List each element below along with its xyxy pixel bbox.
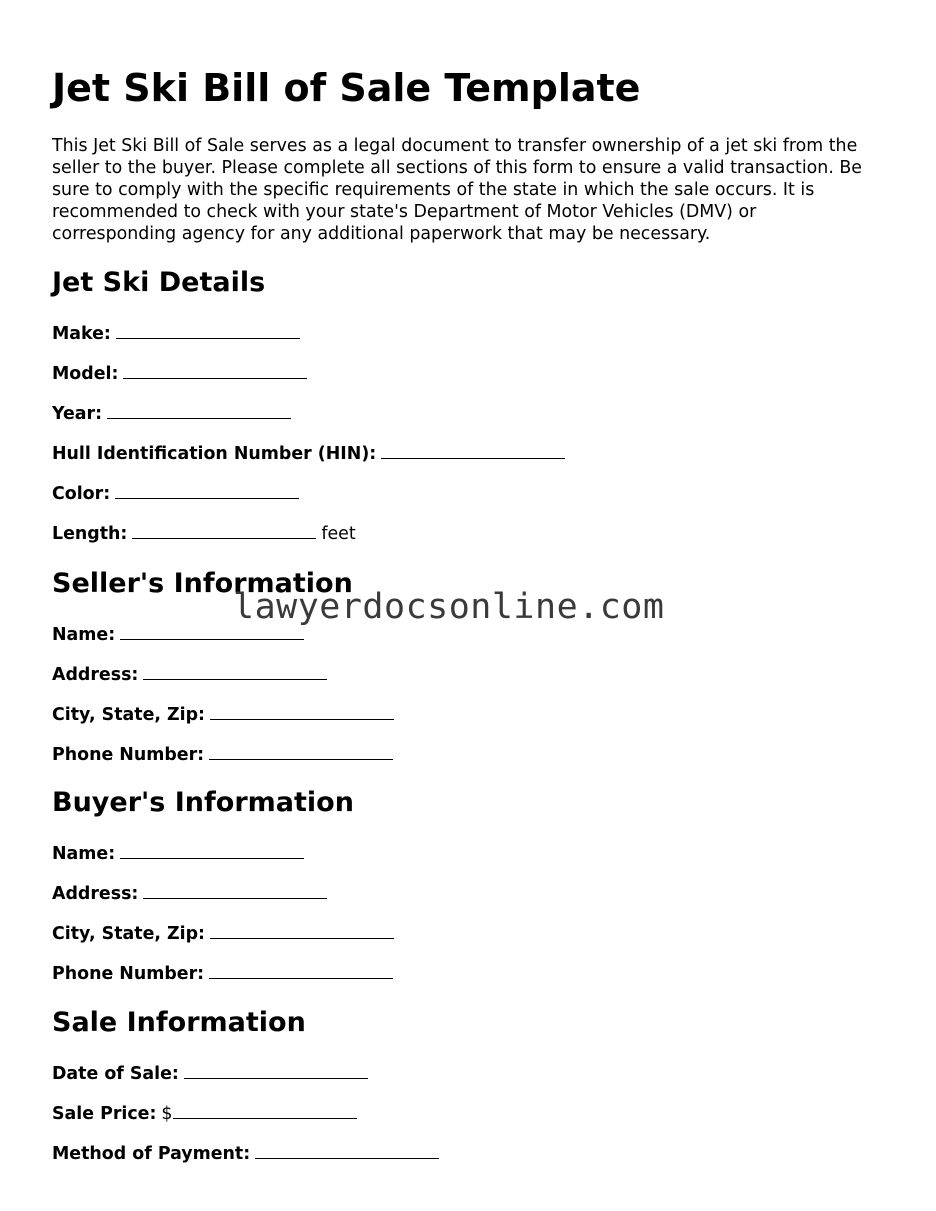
sale-price-field <box>52 1102 357 1125</box>
hin-blank[interactable] <box>381 442 565 459</box>
seller-address-field <box>52 663 327 686</box>
make-field <box>52 322 300 345</box>
seller-address-label: Address: <box>52 665 139 685</box>
buyer-city-label: City, State, Zip: <box>52 924 205 944</box>
year-label: Year: <box>52 404 103 424</box>
buyer-name-field <box>52 842 304 865</box>
seller-city-blank[interactable] <box>210 703 394 720</box>
buyer-address-blank[interactable] <box>143 882 327 899</box>
make-blank[interactable] <box>116 322 300 339</box>
length-label: Length: <box>52 524 128 544</box>
color-label: Color: <box>52 484 111 504</box>
buyer-city-field <box>52 922 394 945</box>
sale-price-label: Sale Price: <box>52 1104 157 1124</box>
seller-city-field <box>52 703 394 726</box>
watermark-text: lawyerdocsonline.com <box>233 587 665 627</box>
model-field <box>52 362 307 385</box>
buyer-phone-field <box>52 962 393 985</box>
year-blank[interactable] <box>107 402 291 419</box>
section-heading-jet-ski-details: Jet Ski Details <box>52 267 266 298</box>
payment-method-label: Method of Payment: <box>52 1144 251 1164</box>
section-heading-sale: Sale Information <box>52 1007 306 1038</box>
model-label: Model: <box>52 364 119 384</box>
section-heading-buyer: Buyer's Information <box>52 787 354 818</box>
seller-name-label: Name: <box>52 625 116 645</box>
sale-price-blank[interactable] <box>173 1102 357 1119</box>
buyer-name-label: Name: <box>52 844 116 864</box>
seller-phone-field <box>52 743 393 766</box>
hin-field <box>52 442 565 465</box>
buyer-phone-blank[interactable] <box>209 962 393 979</box>
length-unit: feet <box>321 524 356 544</box>
year-field <box>52 402 291 425</box>
make-label: Make: <box>52 324 111 344</box>
sale-date-blank[interactable] <box>184 1062 368 1079</box>
buyer-address-label: Address: <box>52 884 139 904</box>
hin-label: Hull Identification Number (HIN): <box>52 444 377 464</box>
seller-phone-blank[interactable] <box>209 743 393 760</box>
payment-method-blank[interactable] <box>255 1142 439 1159</box>
seller-city-label: City, State, Zip: <box>52 705 205 725</box>
sale-price-currency: $ <box>161 1104 173 1124</box>
color-field <box>52 482 299 505</box>
intro-paragraph: This Jet Ski Bill of Sale serves as a legal document to transfer ownership of a jet ski from the seller to the buyer. Please complete all sections of this form to ensure a valid transaction. Be sure to comply with the specific requirements of the state in which the sale occurs. It is recommended to check with your state's Department of Motor Vehicles (DMV) or corresponding agency for any additional paperwork that may be necessary. <box>52 136 863 244</box>
buyer-address-field <box>52 882 327 905</box>
buyer-city-blank[interactable] <box>210 922 394 939</box>
color-blank[interactable] <box>115 482 299 499</box>
sale-date-label: Date of Sale: <box>52 1064 179 1084</box>
seller-phone-label: Phone Number: <box>52 745 205 765</box>
document-title: Jet Ski Bill of Sale Template <box>52 66 641 110</box>
buyer-phone-label: Phone Number: <box>52 964 205 984</box>
buyer-name-blank[interactable] <box>120 842 304 859</box>
payment-method-field <box>52 1142 439 1165</box>
sale-date-field <box>52 1062 368 1085</box>
section-heading-seller: Seller's Information <box>52 568 353 599</box>
seller-address-blank[interactable] <box>143 663 327 680</box>
model-blank[interactable] <box>123 362 307 379</box>
length-blank[interactable] <box>132 522 316 539</box>
length-field <box>52 522 356 545</box>
